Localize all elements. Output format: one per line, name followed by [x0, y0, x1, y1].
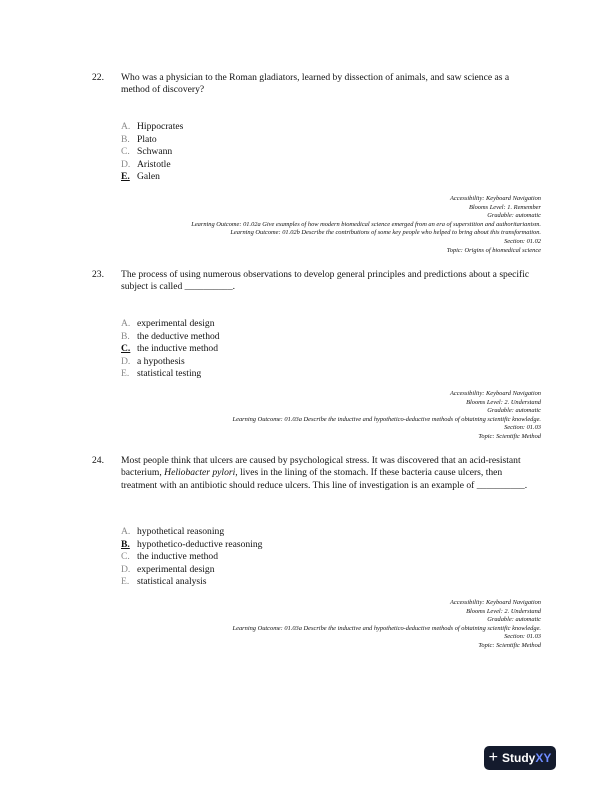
option-e-correct: E. Galen [121, 171, 160, 183]
option-b: B. the deductive method [121, 330, 220, 342]
option-a: A. experimental design [121, 318, 215, 329]
question-text: Who was a physician to the Roman gladiators, learned by dissection of animals, and saw science as a method of discovery? [121, 72, 510, 96]
option-d: D. a hypothesis [121, 355, 185, 367]
answer-options [121, 121, 183, 184]
bacterium-name: Heliobacter pylori [164, 467, 236, 479]
option-c: C. the inductive method [121, 551, 218, 563]
option-d: D. experimental design [121, 563, 215, 575]
question-number: 24. [92, 455, 104, 466]
option-a: A. hypothetical reasoning [121, 526, 225, 537]
option-c: C. Schwann [121, 146, 173, 158]
option-d: D. Aristotle [121, 158, 171, 170]
studyxy-logo: + Study XY [484, 746, 556, 770]
question-text: The process of using numerous observations to develop general principles and predictions about a specific subject is called __________. [121, 269, 530, 293]
answer-options [121, 526, 262, 589]
option-e: E. statistical testing [121, 368, 202, 380]
plus-icon: + [488, 749, 498, 766]
option-a: A. Hippocrates [121, 121, 184, 132]
question-number: 23. [92, 269, 104, 280]
question-metadata: Accessibility: Keyboard Navigation Blooms Level: 2. Understand Gradable: automatic Learning Outcome: 01.03a Describe the inductive and hypothetico-deductive methods of obtaining scientific knowledge. Section: 01.03 Topic: Scientific Method [232, 390, 541, 440]
option-c-correct: C. the inductive method [121, 343, 218, 355]
question-metadata: Accessibility: Keyboard Navigation Blooms Level: 2. Understand Gradable: automatic Learning Outcome: 01.03a Describe the inductive and hypothetico-deductive methods of obtaining scientific knowledge. Section: 01.03 Topic: Scientific Method [232, 599, 541, 649]
answer-options [121, 318, 220, 381]
question-number: 22. [92, 72, 104, 83]
question-metadata: Accessibility: Keyboard Navigation Blooms Level: 1. Remember Gradable: automatic Learning Outcome: 01.02a Give examples of how modern biomedical science emerged from an era of superstition and authoritarianism. Learning Outcome: 01.02b Describe the contributions of some key people who helped to bring about this transformation. Section: 01.02 Topic: Origins of biomedical science [191, 195, 541, 254]
question-text: Most people think that ulcers are caused by psychological stress. It was discovered that an acid-resistant bacterium, Heliobacter pylori, lives in the lining of the stomach. If these bacteria cause ulcers, then treatment with an antibiotic should reduce ulcers. This line of investigation is an example of __________. [121, 455, 528, 491]
option-e: E. statistical analysis [121, 576, 207, 588]
option-b: B. Plato [121, 133, 157, 145]
option-b-correct: B. hypothetico-deductive reasoning [121, 538, 263, 550]
